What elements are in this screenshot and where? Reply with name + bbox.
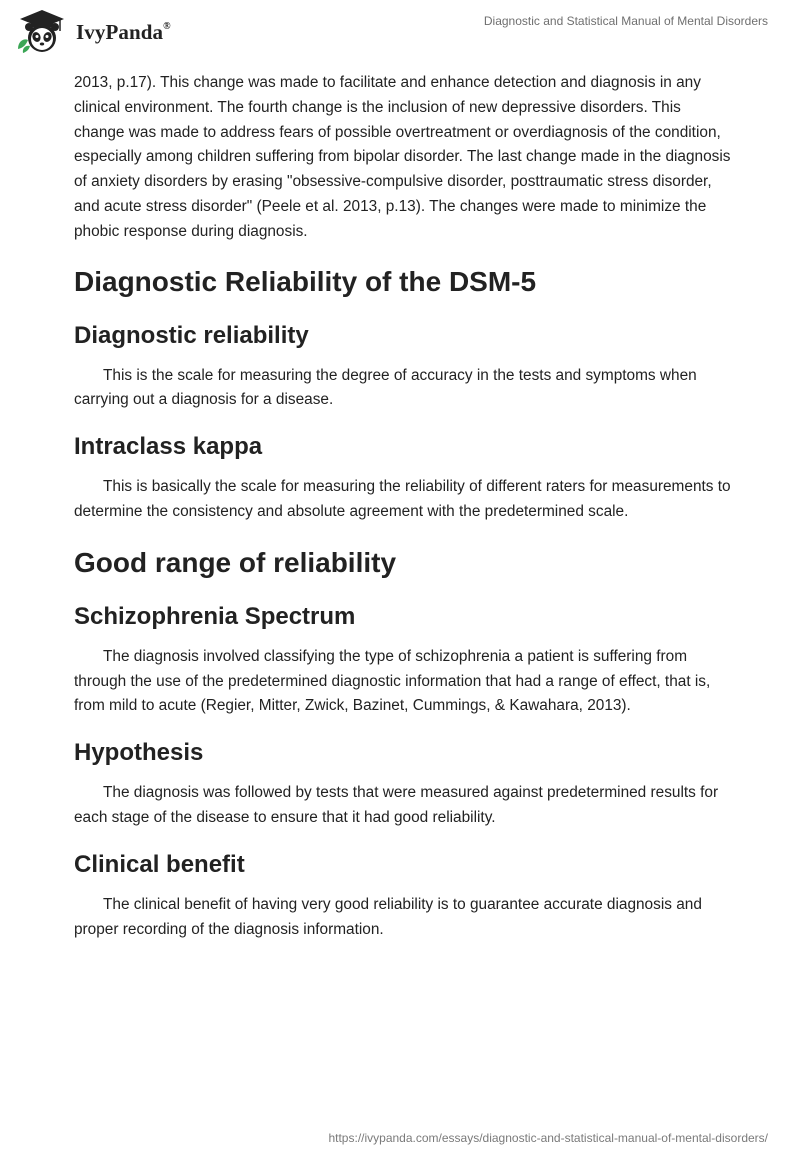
essay-content bbox=[74, 71, 734, 942]
subheading-schizophrenia-spectrum: Schizophrenia Spectrum bbox=[74, 602, 356, 630]
subheading-diagnostic-reliability: Diagnostic reliability bbox=[74, 321, 309, 349]
intro-paragraph: 2013, p.17). This change was made to facilitate and enhance detection and diagnosis in any clinical environment. The fourth change is the inclusion of new depressive disorders. This change was made to address fears of possible overtreatment or overdiagnosis of the condition, especially among children suffering from bipolar disorder. The last change made in the diagnosis of anxiety disorders by erasing "obsessive-compulsive disorder, posttraumatic stress disorder, and acute stress disorder" (Peele et al. 2013, p.13). The changes were made to minimize the phobic response during diagnosis. bbox=[74, 74, 731, 240]
ivypanda-logo[interactable] bbox=[14, 7, 171, 55]
paragraph-hypothesis: The diagnosis was followed by tests that were measured against predetermined results for each stage of the disease to ensure that it had good reliability. bbox=[74, 784, 719, 826]
subheading-intraclass-kappa: Intraclass kappa bbox=[74, 433, 263, 461]
paragraph-diagnostic-reliability: This is the scale for measuring the degree of accuracy in the tests and symptoms when carrying out a diagnosis for a disease. bbox=[74, 366, 697, 409]
logo-wordmark: IvyPanda® bbox=[76, 19, 171, 44]
section-heading-good-range-of-reliability: Good range of reliability bbox=[74, 546, 397, 578]
paragraph-intraclass-kappa: This is basically the scale for measuring the reliability of different raters for measurements to determine the consistency and absolute agreement with the predetermined scale. bbox=[74, 478, 731, 520]
subheading-clinical-benefit: Clinical benefit bbox=[74, 850, 245, 878]
panda-graduate-icon bbox=[14, 7, 70, 55]
section-heading-diagnostic-reliability-dsm5: Diagnostic Reliability of the DSM-5 bbox=[74, 265, 537, 297]
page-header bbox=[0, 0, 800, 64]
paragraph-clinical-benefit: The clinical benefit of having very good reliability is to guarantee accurate diagnosis and proper recording of the diagnosis information. bbox=[74, 895, 702, 938]
paragraph-schizophrenia-spectrum: The diagnosis involved classifying the type of schizophrenia a patient is suffering from through the use of the predetermined diagnostic information that had a range of effect, that is, from mild to acute (Regier, Mitter, Zwick, Bazinet, Cummings, & Kawahara, 2013). bbox=[74, 647, 711, 715]
document-title: Diagnostic and Statistical Manual of Mental Disorders bbox=[483, 14, 768, 28]
subheading-hypothesis: Hypothesis bbox=[74, 739, 204, 767]
footer-source-url[interactable]: https://ivypanda.com/essays/diagnostic-and-statistical-manual-of-mental-disorders/ bbox=[328, 1131, 768, 1145]
